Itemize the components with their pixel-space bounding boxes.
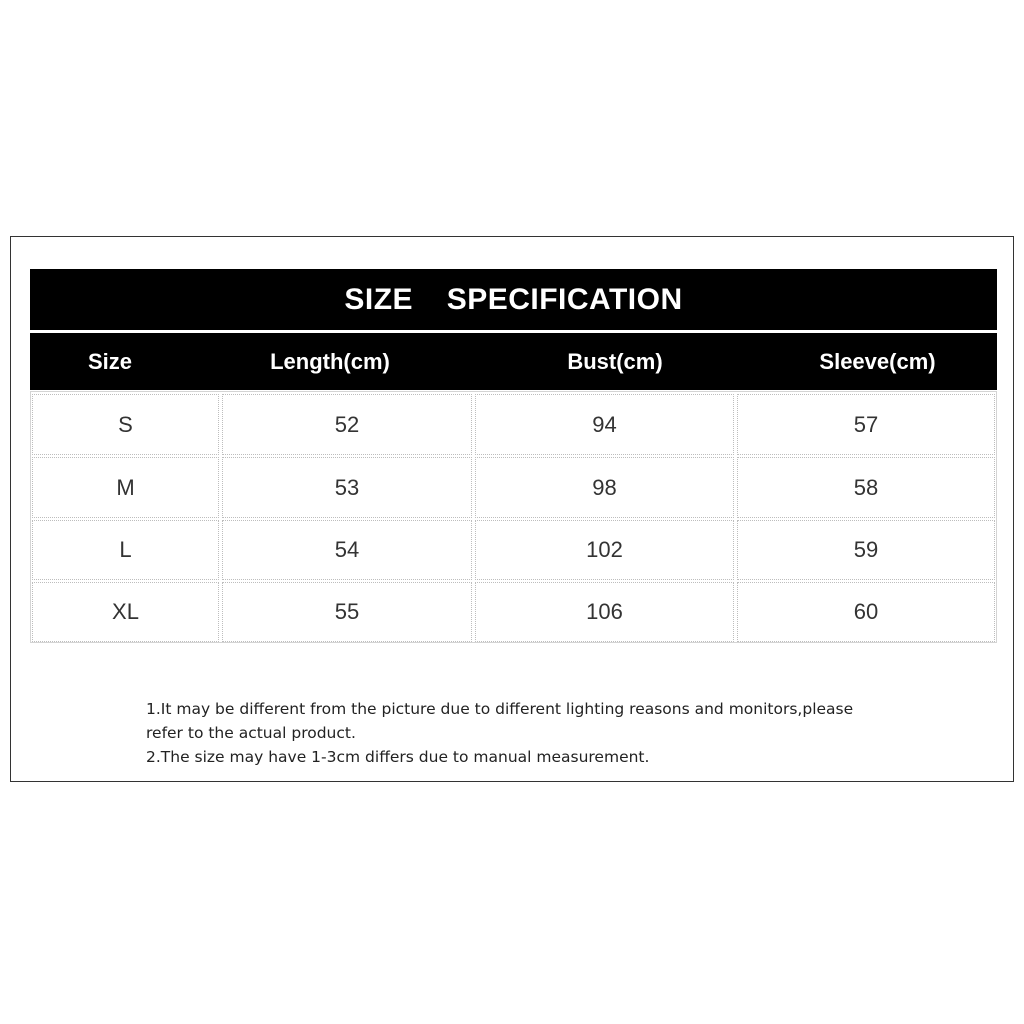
table-cell: 94 bbox=[475, 394, 734, 455]
table-cell: L bbox=[32, 520, 219, 580]
header-length: Length(cm) bbox=[270, 348, 390, 374]
table-cell: 102 bbox=[475, 520, 734, 580]
note-line-1: 1.It may be different from the picture due to different lighting reasons and monitors,please bbox=[146, 700, 854, 718]
header-sleeve: Sleeve(cm) bbox=[819, 348, 936, 374]
table-cell: 54 bbox=[222, 520, 472, 580]
notes bbox=[146, 697, 906, 769]
table-cell: 58 bbox=[737, 457, 995, 518]
table-cell: 98 bbox=[475, 457, 734, 518]
table-cell: 60 bbox=[737, 582, 995, 642]
spec-title bbox=[30, 269, 997, 330]
header-bust: Bust(cm) bbox=[567, 348, 663, 374]
spec-title-text: SIZE SPECIFICATION bbox=[344, 282, 683, 316]
table-cell: XL bbox=[32, 582, 219, 642]
header-size: Size bbox=[87, 348, 133, 374]
table-header-row bbox=[30, 333, 997, 390]
table-cell: 55 bbox=[222, 582, 472, 642]
table-cell: M bbox=[32, 457, 219, 518]
table-cell: 59 bbox=[737, 520, 995, 580]
table-cell: 53 bbox=[222, 457, 472, 518]
note-line-2: refer to the actual product. bbox=[146, 724, 356, 742]
table-cell: 52 bbox=[222, 394, 472, 455]
note-line-3: 2.The size may have 1-3cm differs due to manual measurement. bbox=[146, 748, 650, 766]
table-cell: 57 bbox=[737, 394, 995, 455]
table-cell: 106 bbox=[475, 582, 734, 642]
table-cell: S bbox=[32, 394, 219, 455]
